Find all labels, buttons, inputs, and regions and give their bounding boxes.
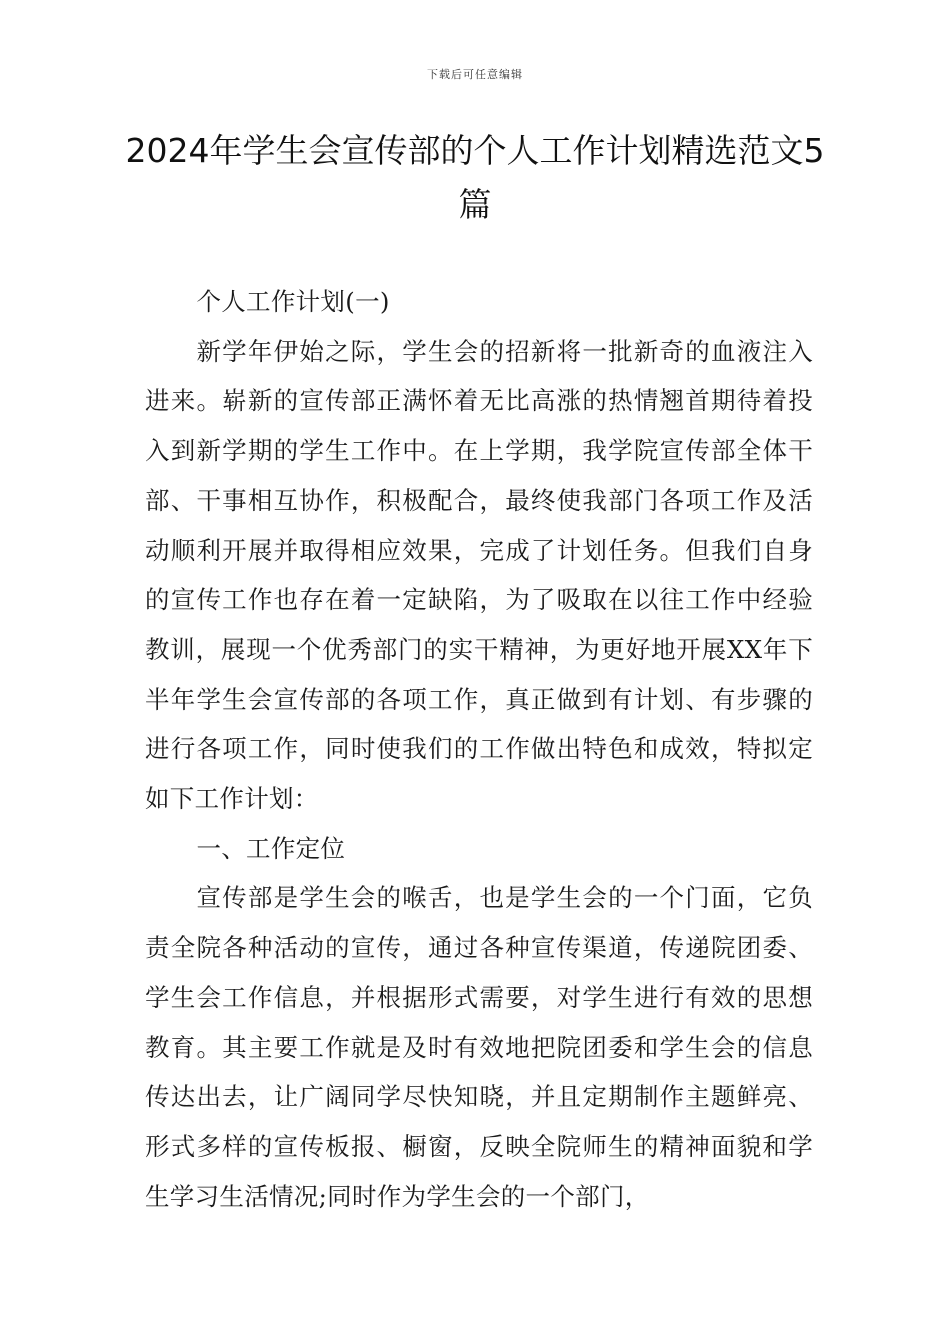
- paragraph-intro: 新学年伊始之际，学生会的招新将一批新奇的血液注入进来。崭新的宣传部正满怀着无比高涨的热情翘首期待着投入到新学期的学生工作中。在上学期，我学院宣传部全体干部、干事相互协作，积极配合，最终使我部门各项工作及活动顺利开展并取得相应效果，完成了计划任务。但我们自身的宣传工作也存在着一定缺陷，为了吸取在以往工作中经验教训，展现一个优秀部门的实干精神，为更好地开展XX年下半年学生会宣传部的各项工作，真正做到有计划、有步骤的进行各项工作，同时使我们的工作做出特色和成效，特拟定如下工作计划：: [145, 336, 813, 814]
- paragraph-work-positioning: 宣传部是学生会的喉舌，也是学生会的一个门面，它负责全院各种活动的宣传，通过各种宣传渠道，传递院团委、学生会工作信息，并根据形式需要，对学生进行有效的思想教育。其主要工作就是及时有效地把院团委和学生会的信息传达出去，让广阔同学尽快知晓，并且定期制作主题鲜亮、形式多样的宣传板报、橱窗，反映全院师生的精神面貌和学生学习生活情况;同时作为学生会的一个部门，: [145, 883, 813, 1211]
- document-body: [145, 277, 813, 1221]
- header-note: 下载后可任意编辑: [427, 68, 523, 81]
- section-heading-work-positioning: 一、工作定位: [196, 833, 346, 863]
- section-heading-plan-one: 个人工作计划(一): [196, 287, 390, 316]
- document-title: 2024年学生会宣传部的个人工作计划精选范文5篇: [125, 131, 825, 224]
